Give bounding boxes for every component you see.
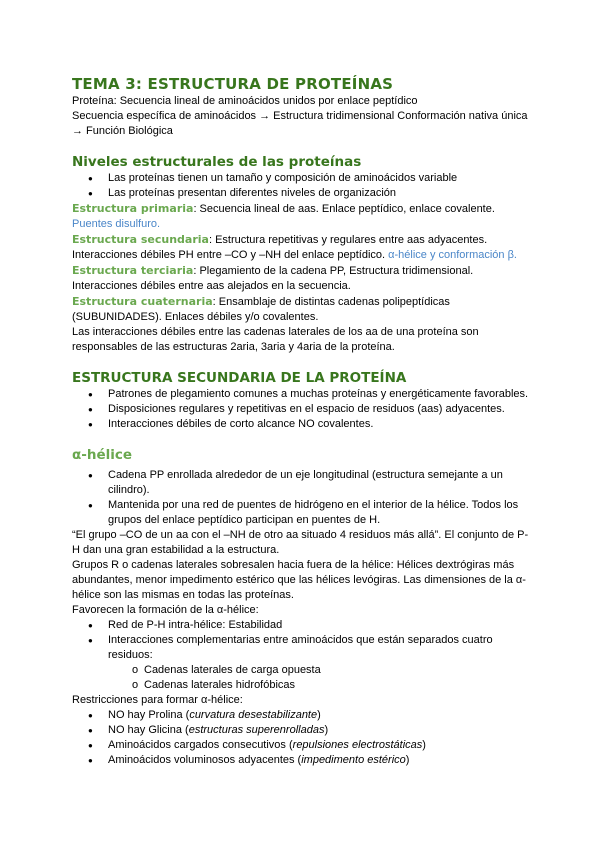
secundaria-label: Estructura secundaria — [72, 233, 209, 246]
cuaternaria-label: Estructura cuaternaria — [72, 295, 213, 308]
res-text: Aminoácidos voluminosos adyacentes ( — [108, 754, 302, 766]
cuaternaria-text: : Ensamblaje de distintas cadenas polipeptídicas (SUBUNIDADES). Enlaces débiles y/o covalentes. — [72, 296, 450, 323]
cuaternaria-paragraph — [72, 294, 532, 325]
list-item: ● Interacciones complementarias entre aminoácidos que están separados cuatro residuos: — [72, 633, 532, 663]
res-text: Aminoácidos cargados consecutivos ( — [108, 739, 293, 751]
res-end: ) — [405, 754, 410, 766]
heading-niveles: Niveles estructurales de las proteínas — [72, 154, 362, 170]
list-item: ● Mantenida por una red de puentes de hidrógeno en el interior de la hélice. Todos los grupos del enlace peptídico participan en puentes de H. — [72, 498, 532, 528]
list-item: ● Interacciones débiles de corto alcance NO covalentes. — [72, 417, 532, 432]
terciaria-text: : Plegamiento de la cadena PP, Estructura tridimensional. Interacciones débiles entre aas alejados en la secuencia. — [72, 265, 474, 292]
res-end: ) — [324, 724, 329, 736]
primaria-paragraph — [72, 201, 532, 232]
res-text: NO hay Glicina ( — [108, 724, 189, 736]
primaria-text: : Secuencia lineal de aas. Enlace peptídico, enlace covalente. — [193, 203, 495, 215]
res-italic: curvatura desestabilizante — [189, 709, 318, 721]
intro-line-2: Secuencia específica de aminoácidos → Estructura tridimensional Conformación nativa única → Función Biológica — [72, 110, 528, 137]
niveles-closing: Las interacciones débiles entre las cadenas laterales de los aa de una proteína son responsables de las estructuras 2aria, 3aria y 4aria de la proteína. — [72, 326, 479, 353]
list-item: ● Disposiciones regulares y repetitivas en el espacio de residuos (aas) adyacentes. — [72, 402, 532, 417]
secundaria-text-2: Interacciones débiles PH entre –CO y –NH del enlace peptídico. — [72, 249, 386, 261]
res-italic: impedimento estérico — [301, 754, 406, 766]
helice-paragraph-1: “El grupo –CO de un aa con el –NH de otro aa situado 4 residuos más allá”. El conjunto de P-H dan una gran estabilidad a la estructura. — [72, 529, 529, 556]
document-page — [72, 74, 532, 768]
secundaria-list — [72, 387, 532, 432]
secundaria-text-1: : Estructura repetitivas y regulares entre aas adyacentes. — [208, 234, 488, 246]
secundaria-paragraph — [72, 232, 532, 263]
heading-estructura-secundaria: ESTRUCTURA SECUNDARIA DE LA PROTEÍNA — [72, 370, 407, 386]
helice-paragraph-2: Grupos R o cadenas laterales sobresalen hacia fuera de la hélice: Hélices dextrógiras más abundantes, menor impedimento estérico que las hélices levógiras. Las dimensiones de la α-hélice son las mismas en todas las proteínas. — [72, 559, 526, 601]
page-title: TEMA 3: ESTRUCTURA DE PROTEÍNAS — [72, 75, 394, 93]
primaria-blue-text: Puentes disulfuro. — [72, 218, 161, 230]
res-italic: estructuras superenrolladas — [188, 724, 325, 736]
list-item — [72, 753, 532, 768]
list-item — [72, 738, 532, 753]
res-end: ) — [317, 709, 321, 721]
helice-list — [72, 468, 532, 528]
list-item: ● Las proteínas presentan diferentes niveles de organización — [72, 186, 532, 201]
primaria-label: Estructura primaria — [72, 202, 194, 215]
list-item: ● Red de P-H intra-hélice: Estabilidad — [72, 618, 532, 633]
sub-list-item: o Cadenas laterales de carga opuesta — [72, 663, 532, 678]
list-item: ● Cadena PP enrollada alrededor de un eje longitudinal (estructura semejante a un cilindro). — [72, 468, 532, 498]
favorecen-heading: Favorecen la formación de la α-hélice: — [72, 604, 259, 616]
list-item — [72, 723, 532, 738]
sub-list-item: o Cadenas laterales hidrofóbicas — [72, 678, 532, 693]
favorecen-list — [72, 618, 532, 693]
restricciones-heading: Restricciones para formar α-hélice: — [72, 694, 243, 706]
list-item: ● Las proteínas tienen un tamaño y composición de aminoácidos variable — [72, 171, 532, 186]
terciaria-label: Estructura terciaria — [72, 264, 194, 277]
res-end: ) — [422, 739, 426, 751]
restricciones-list — [72, 708, 532, 768]
heading-alfa-helice: α-hélice — [72, 447, 133, 463]
res-text: NO hay Prolina ( — [108, 709, 190, 721]
intro-line-1: Proteína: Secuencia lineal de aminoácidos unidos por enlace peptídico — [72, 95, 418, 107]
niveles-list — [72, 171, 532, 201]
res-italic: repulsiones electrostáticas — [292, 739, 423, 751]
secundaria-blue-text: α-hélice y conformación β. — [388, 249, 517, 261]
list-item — [72, 708, 532, 723]
terciaria-paragraph — [72, 263, 532, 294]
list-item: ● Patrones de plegamiento comunes a muchas proteínas y energéticamente favorables. — [72, 387, 532, 402]
